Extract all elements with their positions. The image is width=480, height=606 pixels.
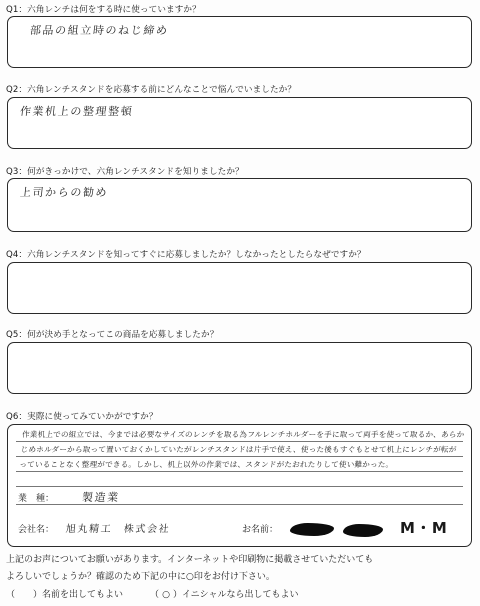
option2-checkbox[interactable]: ○ xyxy=(162,590,170,600)
company-label: 会社名： xyxy=(18,525,55,535)
q2-label: Q2：六角レンチスタンドを応募する前にどんなことで悩んでいましたか？ xyxy=(6,85,297,95)
q1-label: Q1：六角レンチは何をする時に使っていますか？ xyxy=(6,5,201,15)
q1-answer: 部品の組立時のねじ締め xyxy=(29,24,170,37)
q3-answer-box xyxy=(7,178,472,232)
q5-label: Q5：何が決め手となってこの商品を応募しましたか？ xyxy=(6,330,219,340)
consent-line-1: 上記のお声についてお願いがあります。インターネットや印刷物に掲載させていただいても xyxy=(6,555,374,565)
name-initials: M・M xyxy=(400,519,448,537)
consent-option-2 xyxy=(150,587,299,600)
q3-answer: 上司からの勧め xyxy=(19,186,109,199)
q6-label: Q6：実際に使ってみていかがですか？ xyxy=(6,412,158,422)
option1-text: 名前を出してもよい xyxy=(42,590,124,600)
option1-paren-open: （ xyxy=(6,590,16,600)
q6-answer-box xyxy=(7,424,472,547)
consent-option-1 xyxy=(6,587,123,600)
option2-text: イニシャルなら出してもよい xyxy=(182,590,299,600)
consent-line-2: よろしいでしょうか？確認のため下記の中に○印をお付け下さい。 xyxy=(6,572,275,582)
q5-answer-box xyxy=(7,342,472,394)
option1-paren-close: ） xyxy=(33,590,43,600)
q6-answer: 作業机上での組立では、今までは必要なサイズのレンチを取る為フルレンチホルダーを手に取って両手を使って取るか、あらかじめホルダーから取って置いておくかしていたがレンチスタンドは片手で使え、使った後もすぐもとせて机上にレンチが転がっていることなく整理ができる。しかし、机上以外の作業では、スタンドがたおれたりして使い難かった。 xyxy=(18,430,465,469)
option2-paren-close: ） xyxy=(173,590,183,600)
industry-label: 業 種： xyxy=(18,494,55,504)
name-label: お名前： xyxy=(242,525,279,535)
q2-answer: 作業机上の整理整頓 xyxy=(19,105,135,118)
q4-label: Q4：六角レンチスタンドを知ってすぐに応募しましたか？しなかったとしたらなぜですか？ xyxy=(6,250,366,260)
option2-paren-open: （ xyxy=(150,590,160,600)
q1-answer-box xyxy=(7,16,472,68)
q4-answer-box xyxy=(7,262,472,314)
industry-value: 製造業 xyxy=(81,491,121,504)
q2-answer-box xyxy=(7,97,472,149)
q3-label: Q3：何がきっかけで、六角レンチスタンドを知りましたか？ xyxy=(6,167,244,177)
company-value: 旭丸精工 株式会社 xyxy=(65,524,171,535)
